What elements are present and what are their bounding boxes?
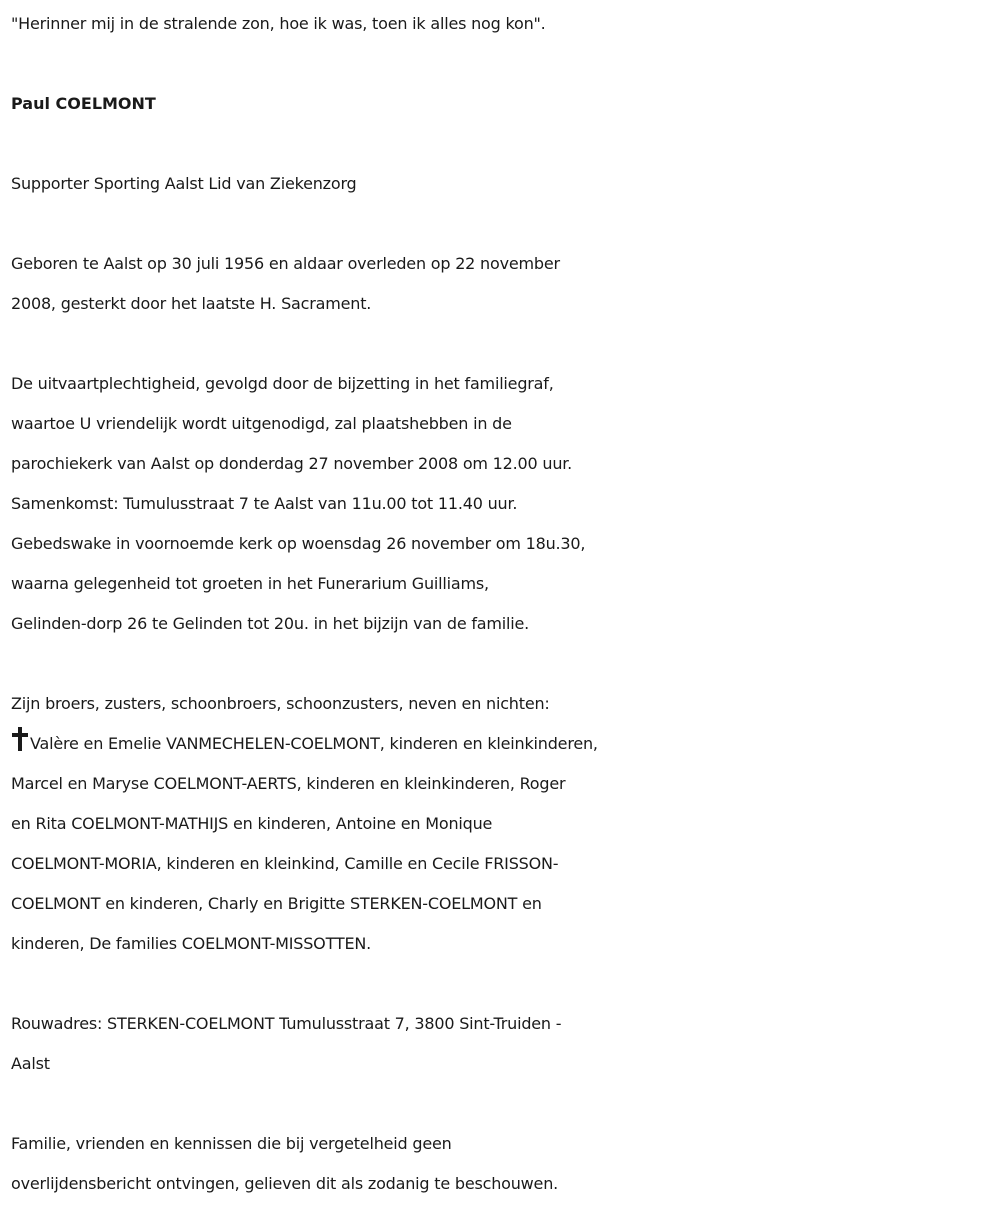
obituary-document [11,4,996,1204]
paragraph-line: Gebedswake in voornoemde kerk op woensdag 26 november om 18u.30, [11,534,586,553]
birth-death-paragraph [11,244,996,324]
paragraph-line: Rouwadres: STERKEN-COELMONT Tumulusstraat 7, 3800 Sint-Truiden - [11,1014,562,1033]
paragraph-line: waartoe U vriendelijk wordt uitgenodigd, zal plaatshebben in de [11,414,512,433]
family-intro: Zijn broers, zusters, schoonbroers, schoonzusters, neven en nichten: [11,694,550,713]
paragraph-line: en Rita COELMONT-MATHIJS en kinderen, Antoine en Monique [11,814,493,833]
paragraph-line: Marcel en Maryse COELMONT-AERTS, kinderen en kleinkinderen, Roger [11,774,566,793]
paragraph-line: COELMONT en kinderen, Charly en Brigitte STERKEN-COELMONT en [11,894,542,913]
deceased-name: Paul COELMONT [11,94,156,113]
family-paragraph [11,684,996,964]
paragraph-line: COELMONT-MORIA, kinderen en kleinkind, Camille en Cecile FRISSON- [11,854,559,873]
paragraph-line: Geboren te Aalst op 30 juli 1956 en aldaar overleden op 22 november [11,254,560,273]
ceremony-paragraph [11,364,996,644]
paragraph-line: Familie, vrienden en kennissen die bij vergetelheid geen [11,1134,452,1153]
paragraph-line: parochiekerk van Aalst op donderdag 27 november 2008 om 12.00 uur. [11,454,573,473]
paragraph-line: Samenkomst: Tumulusstraat 7 te Aalst van 11u.00 tot 11.40 uur. [11,494,518,513]
family-first-line [11,724,996,764]
paragraph-line: De uitvaartplechtigheid, gevolgd door de bijzetting in het familiegraf, [11,374,554,393]
cross-icon [11,726,29,752]
memorial-quote: "Herinner mij in de stralende zon, hoe ik was, toen ik alles nog kon". [11,14,546,33]
paragraph-line: Aalst [11,1054,50,1073]
affiliation-text: Supporter Sporting Aalst Lid van Ziekenzorg [11,174,357,193]
closing-paragraph [11,1124,996,1204]
paragraph-line: kinderen, De families COELMONT-MISSOTTEN. [11,934,372,953]
paragraph-line: 2008, gesterkt door het laatste H. Sacrament. [11,294,372,313]
family-first-line-text: Valère en Emelie VANMECHELEN-COELMONT, kinderen en kleinkinderen, [30,734,598,753]
paragraph-line: overlijdensbericht ontvingen, gelieven dit als zodanig te beschouwen. [11,1174,559,1193]
paragraph-line: waarna gelegenheid tot groeten in het Funerarium Guilliams, [11,574,489,593]
address-paragraph [11,1004,996,1084]
paragraph-line: Gelinden-dorp 26 te Gelinden tot 20u. in het bijzijn van de familie. [11,614,530,633]
